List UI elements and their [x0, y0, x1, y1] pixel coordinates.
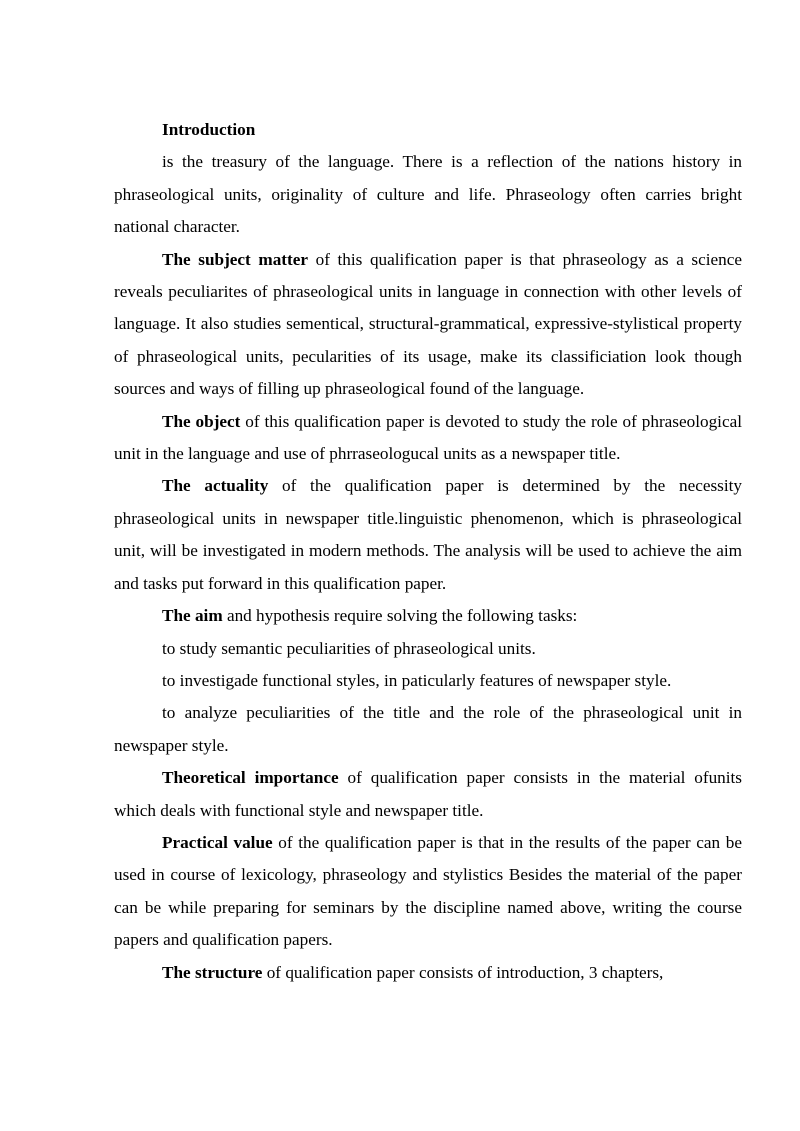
paragraph-lead: The object [162, 411, 241, 431]
paragraph-lead: The aim [162, 606, 223, 626]
paragraph-text: of this qualification paper is that phraseology as a science reveals peculiarites of phraseological units in language in connection with other levels of language. It also studies sementical, structural-grammatical, expressive-stylistical property of phraseological units, pecularities of its usage, make its classificiation look though sources and ways of filling up phraseological found of the language. [114, 249, 742, 399]
paragraph-object [114, 406, 742, 471]
paragraph-theoretical-importance [114, 762, 742, 827]
paragraph-actuality [114, 470, 742, 600]
paragraph-intro [114, 146, 742, 243]
heading-text: Introduction [162, 120, 256, 139]
section-heading [114, 114, 742, 146]
paragraph-text: is the treasury of the language. There is a reflection of the nations history in phraseological units, originality of culture and life. Phraseology often carries bright national character. [114, 152, 742, 237]
task-item-1 [114, 633, 742, 665]
paragraph-text: to investigade functional styles, in paticularly features of newspaper style. [162, 670, 672, 690]
paragraph-lead: The structure [162, 962, 263, 982]
paragraph-practical-value [114, 827, 742, 957]
paragraph-text: to study semantic peculiarities of phraseological units. [162, 638, 536, 658]
task-item-2 [114, 665, 742, 697]
paragraph-text: of this qualification paper is devoted to study the role of phraseological unit in the language and use of phrraseologucal units as a newspaper title. [114, 411, 742, 464]
paragraph-text: of qualification paper consists in the material ofunits which deals with functional style and newspaper title. [114, 768, 742, 820]
paragraph-text: of the qualification paper is determined by the necessity phraseological units in newspaper title.linguistic phenomenon, which is phraseological unit, will be investigated in modern methods. The analysis will be used to achieve the aim and tasks put forward in this qualification paper. [114, 476, 742, 593]
paragraph-lead: Practical value [162, 832, 273, 852]
paragraph-text: of the qualification paper is that in the results of the paper can be used in course of lexicology, phraseology and stylistics Besides the material of the paper can be while preparing for seminars by the discipline named above, writing the course papers and qualification papers. [114, 832, 742, 950]
paragraph-lead: The actuality [162, 476, 269, 496]
task-item-3 [114, 697, 742, 762]
paragraph-lead: The subject matter [162, 249, 308, 269]
paragraph-text: to analyze peculiarities of the title and the role of the phraseological unit in newspaper style. [114, 703, 742, 755]
paragraph-subject-matter [114, 244, 742, 406]
paragraph-text: and hypothesis require solving the following tasks: [222, 606, 578, 626]
document-body [114, 114, 742, 989]
paragraph-aim [114, 600, 742, 632]
paragraph-structure [114, 957, 742, 989]
paragraph-lead: Theoretical importance [162, 768, 339, 788]
paragraph-text: of qualification paper consists of introduction, 3 chapters, [262, 962, 664, 982]
